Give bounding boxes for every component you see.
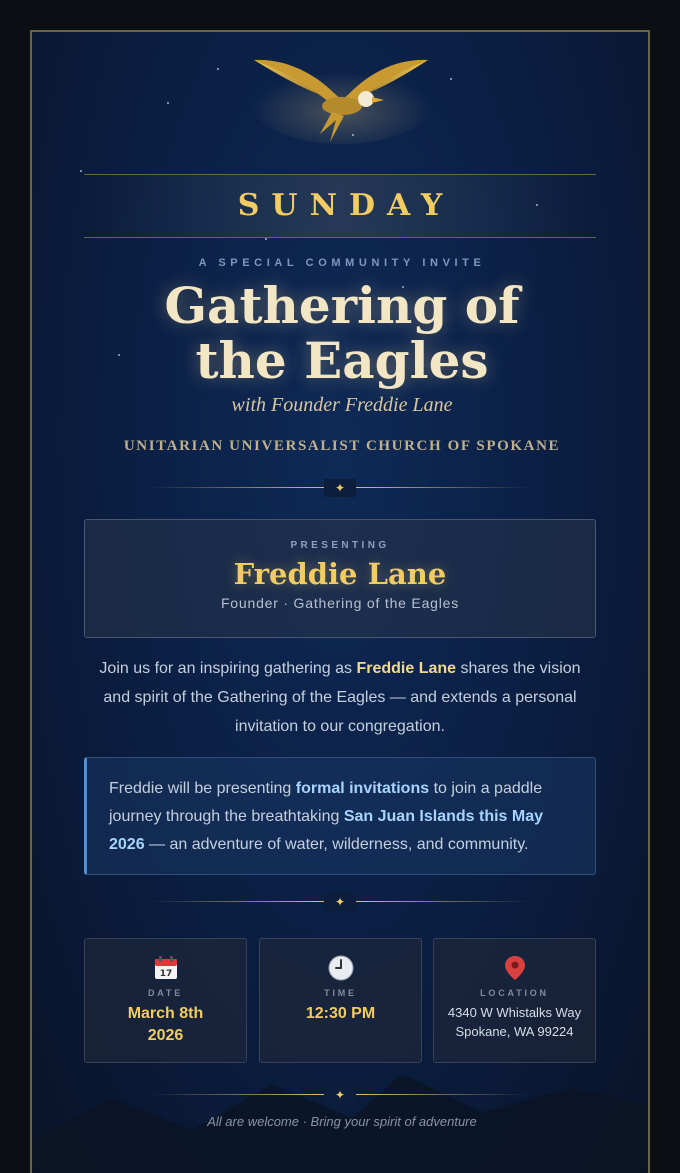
time-value: 12:30 PM (305, 1005, 376, 1022)
intro-text: shares the vision and spirit of the Gathering of the Eagles — and extends a personal invitation to our congregation. (103, 660, 581, 735)
divider (150, 1086, 530, 1104)
time-label: TIME (324, 988, 357, 998)
callout-text: Freddie will be presenting (109, 780, 296, 797)
divider (150, 479, 530, 497)
title-line-1: Gathering of (164, 276, 520, 335)
church-name: UNITARIAN UNIVERSALIST CHURCH OF SPOKANE (123, 438, 561, 454)
divider (150, 893, 530, 911)
star (80, 170, 82, 172)
star (265, 238, 267, 240)
callout-text: — an adventure of water, wilderness, and community. (144, 836, 529, 853)
intro-highlight-name: Freddie Lane (356, 660, 457, 677)
star (217, 68, 219, 70)
eagle-icon (250, 54, 434, 144)
page-title (32, 278, 650, 388)
star (450, 78, 452, 80)
location-line-2: Spokane, WA 99224 (455, 1024, 574, 1039)
date-line-1: March 8th (127, 1005, 204, 1022)
footer-note: All are welcome · Bring your spirit of adventure (207, 1114, 477, 1129)
presenter-role: Founder · Gathering of the Eagles (220, 595, 460, 611)
tagline: A SPECIAL COMMUNITY INVITE (198, 257, 486, 269)
date-card (84, 938, 247, 1063)
callout-highlight: formal invitations (295, 780, 430, 797)
date-label: DATE (147, 988, 184, 998)
time-card (259, 938, 422, 1063)
location-label: LOCATION (480, 988, 549, 998)
date-value (85, 1003, 246, 1047)
invitation-card (30, 30, 650, 1173)
calendar-icon (85, 955, 246, 981)
sparkle-icon: ✦ (324, 1086, 356, 1104)
presenter-name: Freddie Lane (233, 557, 447, 591)
clock-icon (260, 955, 421, 981)
svg-text:17: 17 (159, 969, 172, 979)
title-line-2: the Eagles (195, 331, 489, 390)
invitation-callout (84, 757, 596, 875)
callout-highlight: San Juan Islands this May 2026 (109, 808, 543, 853)
day-banner (84, 174, 596, 238)
presenting-panel (84, 519, 596, 638)
presenting-label: PRESENTING (290, 540, 390, 551)
intro-text: Join us for an inspiring gathering as (99, 660, 357, 677)
date-line-2: 2026 (147, 1027, 184, 1044)
location-card (433, 938, 596, 1063)
pin-icon (434, 955, 595, 981)
founder-subtitle: with Founder Freddie Lane (231, 394, 453, 416)
location-value (434, 1003, 595, 1041)
star (167, 102, 169, 104)
intro-paragraph (84, 654, 596, 741)
sparkle-icon: ✦ (324, 893, 356, 911)
location-line-1: 4340 W Whistalks Way (447, 1005, 582, 1020)
day-label: SUNDAY (237, 188, 455, 223)
callout-text: to join a paddle journey through the breathtaking (109, 780, 543, 825)
sparkle-icon: ✦ (324, 479, 356, 497)
